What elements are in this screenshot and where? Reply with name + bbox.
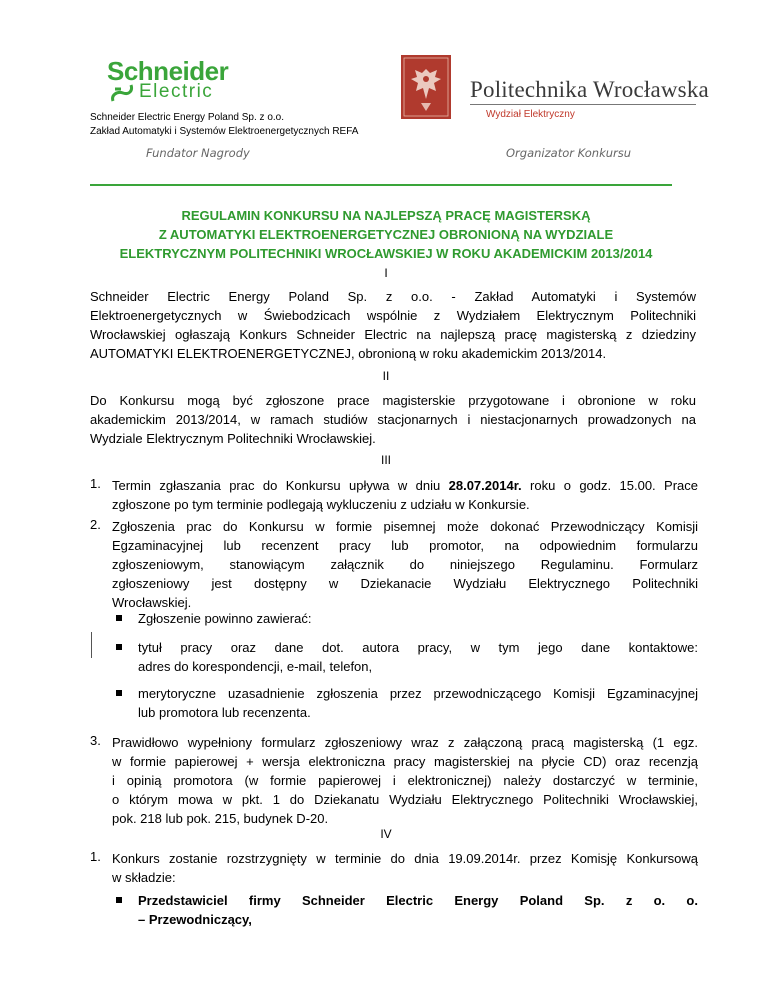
section-4-item-1 [112, 849, 698, 887]
para-line: Schneider Electric Energy Poland Sp. z o.o. - Zakład Automatyki i Systemów [90, 289, 696, 304]
para-line: Do Konkursu mogą być zgłoszone prace magisterskie przygotowane i obronione w roku [90, 393, 696, 408]
bullet-icon [116, 615, 122, 621]
bullet-item [138, 684, 698, 722]
para-line: – Przewodniczący, [138, 912, 252, 927]
para-line: Wrocławskiej ogłaszają Konkurs Schneider Electric na najlepszą pracę magisterską z dziedziny [90, 327, 696, 342]
university-name: Politechnika Wrocławska [470, 77, 709, 102]
section-heading-3: III [380, 453, 391, 467]
para-line: pok. 218 lub pok. 215, budynek D-20. [112, 811, 329, 826]
para-line: i opinią promotora (w formie papierowej i elektronicznej) należy dostarczyć w terminie, [112, 773, 698, 788]
para-line: Prawidłowo wypełniony formularz zgłoszeniowy wraz z załączoną pracą magisterską (1 egz. [112, 735, 698, 750]
para-line: w składzie: [112, 870, 176, 885]
para-line: merytoryczne uzasadnienie zgłoszenia przez przewodniczącego Komisji Egzaminacyjnej [138, 686, 698, 701]
document-title [88, 206, 684, 263]
section-1-paragraph [90, 287, 696, 363]
schneider-electric-logo [103, 56, 243, 106]
item-number: 2. [90, 517, 101, 532]
para-line: Zgłoszenie powinno zawierać: [138, 611, 312, 626]
bullet-item [138, 609, 698, 628]
university-divider [470, 104, 696, 105]
revision-change-bar [91, 632, 92, 658]
para-line: akademickim 2013/2014, w ramach studiów stacjonarnych i niestacjonarnych prowadzonych na [90, 412, 696, 427]
university-department: Wydział Elektryczny [486, 109, 575, 120]
item-number: 1. [90, 476, 101, 491]
text-run: roku o godz. 15.00. Prace [521, 478, 699, 493]
section-heading-4: IV [380, 827, 392, 841]
sponsor-role: Fundator Nagrody [146, 146, 250, 160]
item-number: 3. [90, 733, 101, 748]
para-line: tytuł pracy oraz dane dot. autora pracy, w tym jego dane kontaktowe: [138, 640, 698, 655]
company-line-2: Zakład Automatyki i Systemów Elektroenergetycznych REFA [90, 126, 359, 137]
title-line-1: REGULAMIN KONKURSU NA NAJLEPSZĄ PRACĘ MAGISTERSKĄ [181, 208, 591, 223]
para-line: o którym mowa w pkt. 1 do Dziekanatu Wydziału Elektrycznego Politechniki Wrocławskiej, [112, 792, 698, 807]
section-2-paragraph [90, 391, 696, 448]
para-line: Wrocławskiej. [112, 595, 192, 610]
bullet-icon [116, 690, 122, 696]
section-heading-1: I [384, 266, 388, 280]
title-line-2: Z AUTOMATYKI ELEKTROENERGETYCZNEJ OBRONIONĄ NA WYDZIALE [158, 227, 614, 242]
para-line: w formie papierowej + wersja elektroniczna pracy magisterskiej na płycie CD) oraz recenzją [112, 754, 698, 769]
para-line: Wydziale Elektrycznym Politechniki Wrocławskiej. [90, 431, 376, 446]
university-crest-icon [401, 55, 451, 119]
para-line: AUTOMATYKI ELEKTROENERGETYCZNEJ, obronioną w roku akademickim 2013/2014. [90, 346, 607, 361]
para-line: Przedstawiciel firmy Schneider Electric Energy Poland Sp. z o. o. [138, 893, 698, 908]
company-line-1: Schneider Electric Energy Poland Sp. z o.o. [90, 112, 284, 123]
header-divider [90, 184, 672, 186]
para-line: adres do korespondencji, e-mail, telefon, [138, 659, 373, 674]
para-line: zgłoszone po tym terminie podlegają wykluczeniu z udziału w Konkursie. [112, 497, 530, 512]
para-line: Elektroenergetycznych w Świebodzicach wspólnie z Wydziałem Elektrycznym Politechniki [90, 308, 696, 323]
section-3-item-2 [112, 517, 698, 612]
para-line: zgłoszeniowy jest dostępny w Dziekanacie Wydziału Elektrycznego Politechniki [112, 576, 698, 591]
bullet-icon [116, 644, 122, 650]
para-line: Konkurs zostanie rozstrzygnięty w terminie do dnia 19.09.2014r. przez Komisję Konkursową [112, 851, 698, 866]
schneider-glyph-icon [109, 83, 135, 103]
section-3-item-3 [112, 733, 698, 828]
organizer-role: Organizator Konkursu [506, 146, 632, 160]
para-line: Egzaminacyjnej lub recenzent pracy lub promotor, na odpowiednim formularzu [112, 538, 698, 553]
bullet-icon [116, 897, 122, 903]
logo-sub: Electric [139, 81, 214, 102]
text-run: Termin zgłaszania prac do Konkursu upływa w dniu [112, 478, 449, 493]
bullet-item [138, 638, 698, 676]
para-line: lub promotora lub recenzenta. [138, 705, 311, 720]
deadline-date: 28.07.2014r. [448, 478, 522, 493]
section-3-item-1 [112, 476, 698, 514]
logo-word: Schneider [107, 56, 229, 86]
para-line: Zgłoszenia prac do Konkursu w formie pisemnej może dokonać Przewodniczący Komisji [112, 519, 698, 534]
item-number: 1. [90, 849, 101, 864]
section-heading-2: II [382, 369, 390, 383]
company-info [90, 111, 358, 139]
title-line-3: ELEKTRYCZNYM POLITECHNIKI WROCŁAWSKIEJ W ROKU AKADEMICKIM 2013/2014 [119, 246, 653, 261]
bullet-item [138, 891, 698, 929]
para-line: zgłoszeniowym, stanowiącym załącznik do niniejszego Regulaminu. Formularz [112, 557, 698, 572]
